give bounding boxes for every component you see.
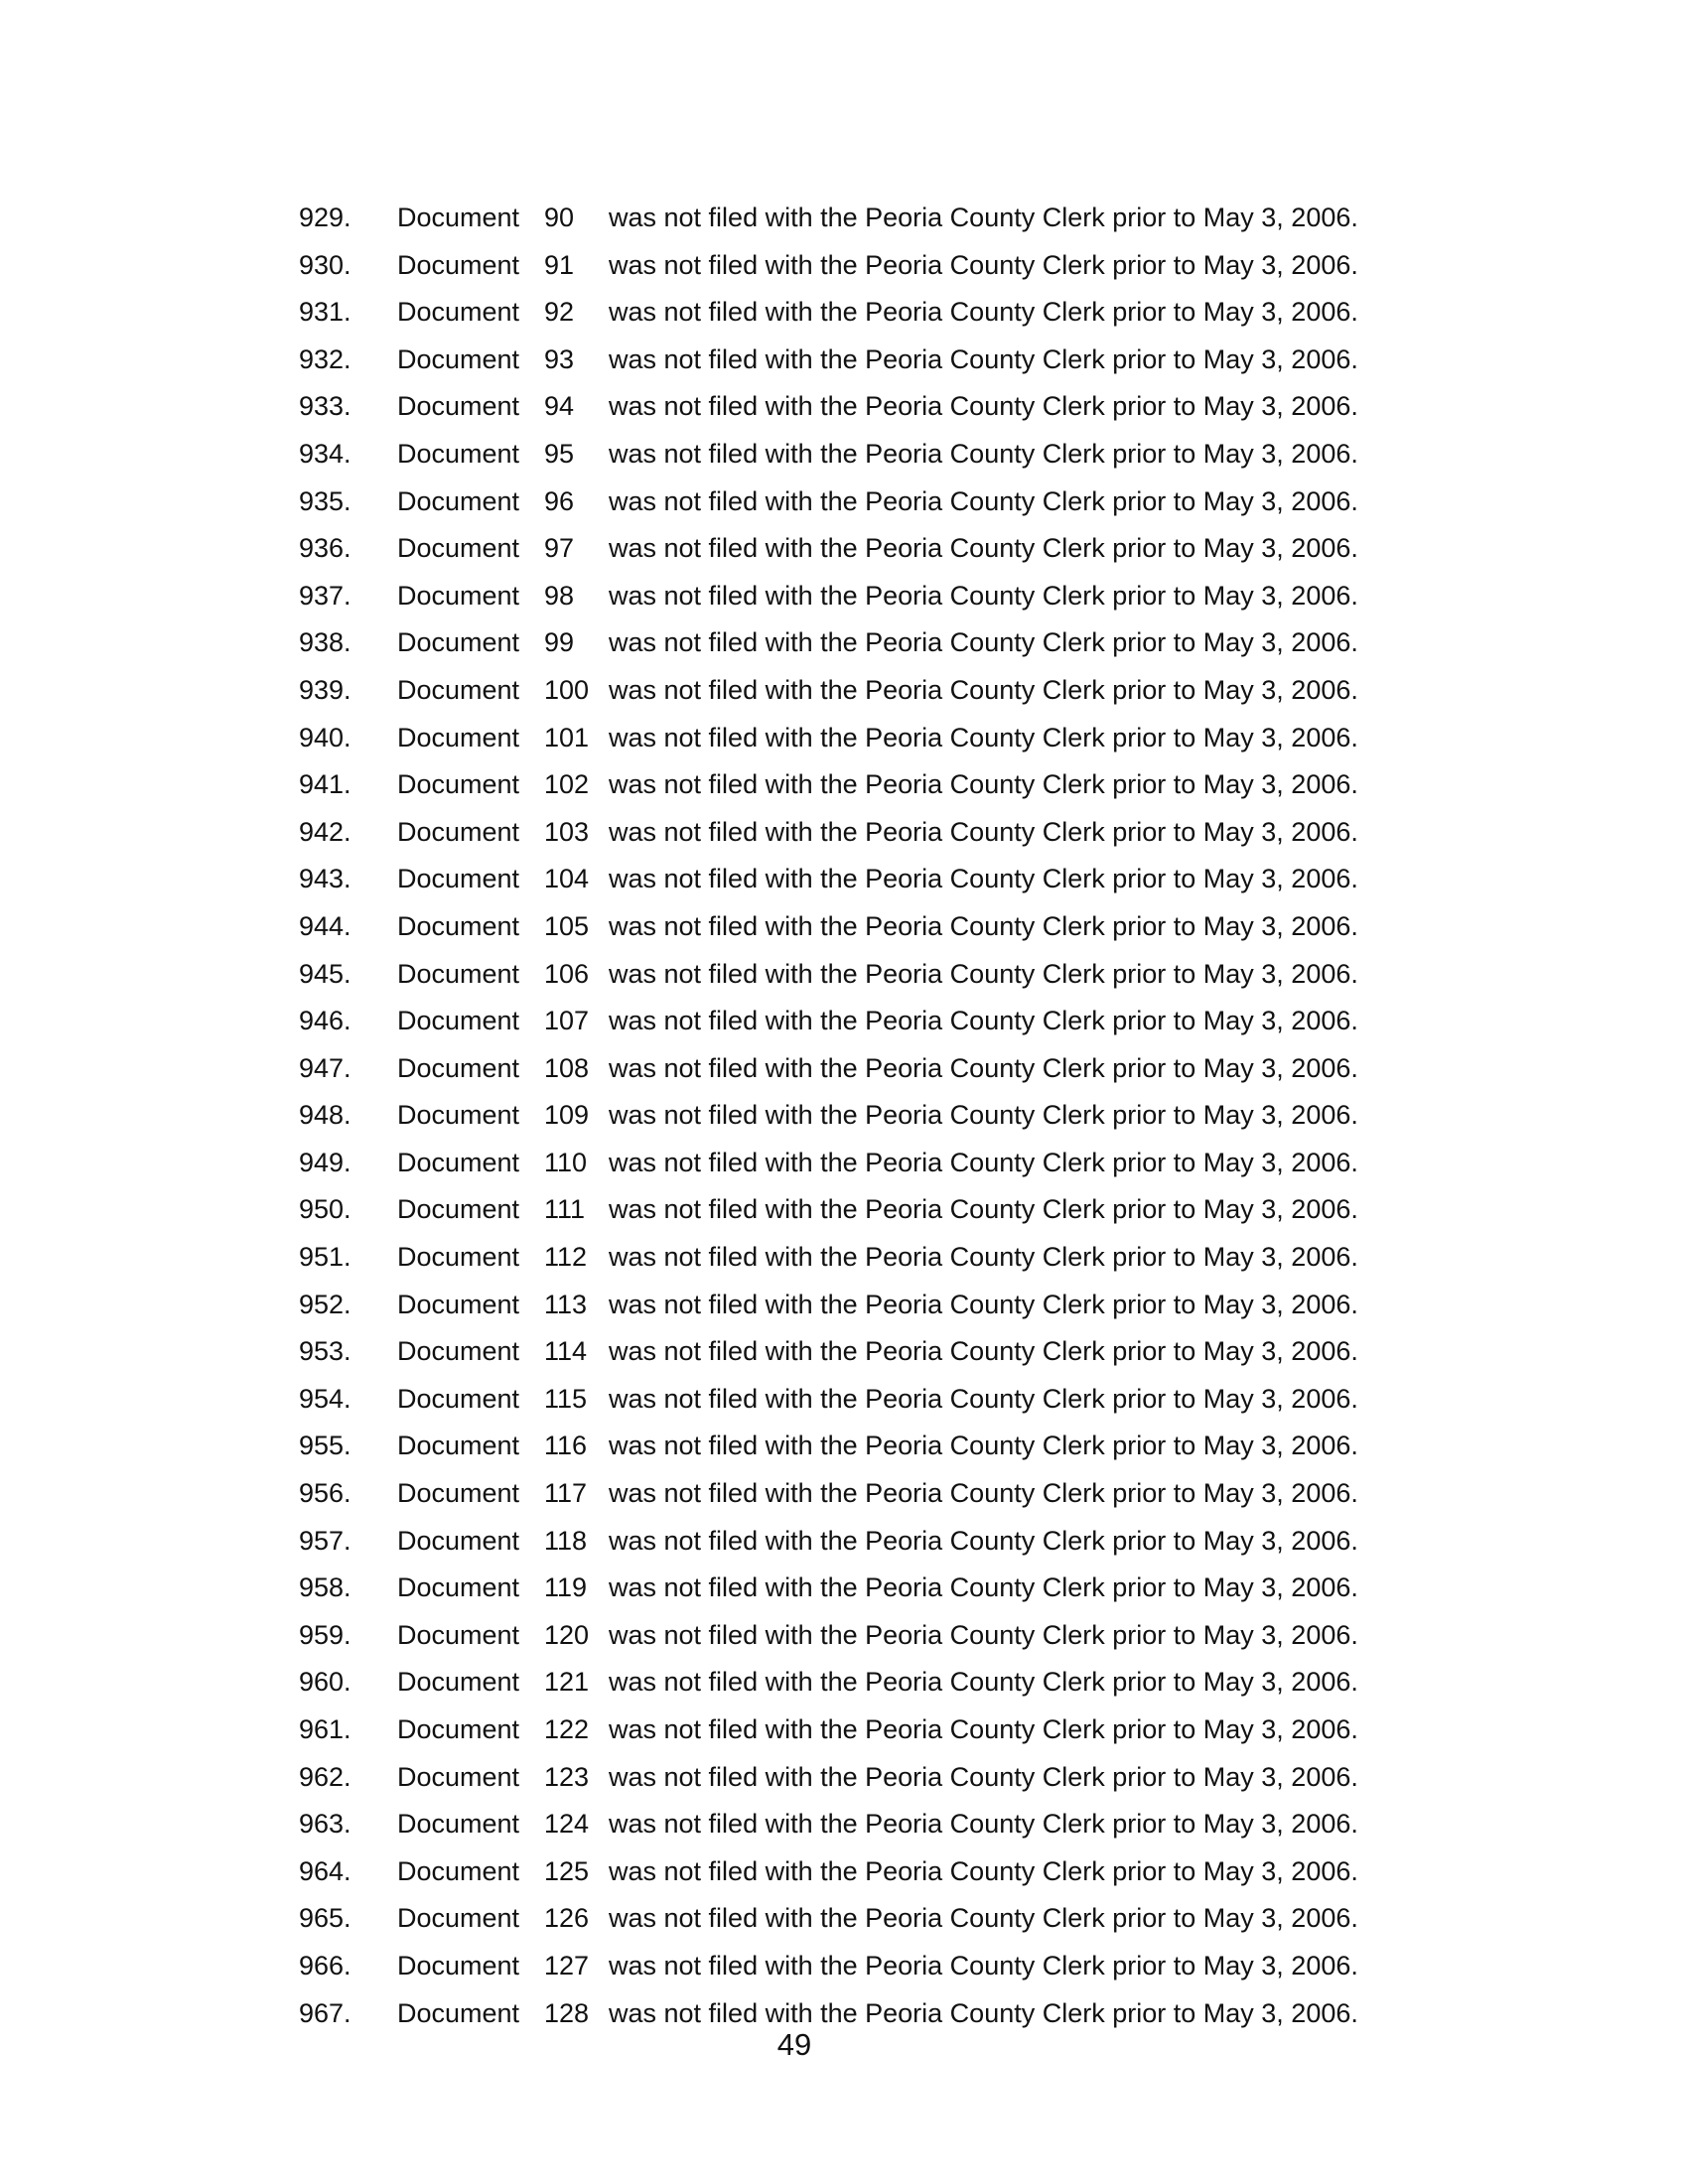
item-number: 930. bbox=[299, 249, 351, 280]
list-item bbox=[0, 1801, 1684, 1848]
item-label: Document bbox=[397, 1383, 520, 1414]
item-label: Document bbox=[397, 1619, 520, 1650]
item-number: 965. bbox=[299, 1903, 351, 1934]
list-item bbox=[0, 337, 1684, 384]
item-label: Document bbox=[397, 864, 520, 894]
item-number: 946. bbox=[299, 1006, 351, 1036]
list-item bbox=[0, 809, 1684, 857]
item-label: Document bbox=[397, 1903, 520, 1934]
document-number: 117 bbox=[544, 1478, 588, 1509]
item-statement: was not filed with the Peoria County Clerk prior to May 3, 2006. bbox=[609, 1336, 1358, 1367]
item-number: 947. bbox=[299, 1052, 351, 1083]
item-statement: was not filed with the Peoria County Clerk prior to May 3, 2006. bbox=[609, 1431, 1358, 1461]
document-number: 102 bbox=[544, 769, 590, 800]
list-item bbox=[0, 1895, 1684, 1943]
item-number: 943. bbox=[299, 864, 351, 894]
list-item bbox=[0, 1186, 1684, 1234]
numbered-list bbox=[0, 195, 1684, 2037]
item-label: Document bbox=[397, 1572, 520, 1603]
item-number: 955. bbox=[299, 1431, 351, 1461]
document-number: 127 bbox=[544, 1950, 590, 1980]
document-number: 116 bbox=[544, 1431, 588, 1461]
item-statement: was not filed with the Peoria County Clerk prior to May 3, 2006. bbox=[609, 910, 1358, 941]
document-number: 120 bbox=[544, 1619, 590, 1650]
item-statement: was not filed with the Peoria County Clerk prior to May 3, 2006. bbox=[609, 1950, 1358, 1980]
list-item bbox=[0, 1706, 1684, 1754]
item-number: 945. bbox=[299, 958, 351, 989]
item-label: Document bbox=[397, 1997, 520, 2028]
item-label: Document bbox=[397, 674, 520, 705]
item-number: 939. bbox=[299, 674, 351, 705]
document-number: 107 bbox=[544, 1006, 590, 1036]
item-number: 950. bbox=[299, 1194, 351, 1225]
item-number: 940. bbox=[299, 722, 351, 752]
item-statement: was not filed with the Peoria County Clerk prior to May 3, 2006. bbox=[609, 1147, 1358, 1177]
item-statement: was not filed with the Peoria County Clerk prior to May 3, 2006. bbox=[609, 343, 1358, 374]
item-number: 929. bbox=[299, 203, 351, 232]
item-statement: was not filed with the Peoria County Clerk prior to May 3, 2006. bbox=[609, 864, 1358, 894]
item-number: 942. bbox=[299, 816, 351, 847]
item-label: Document bbox=[397, 1431, 520, 1461]
item-statement: was not filed with the Peoria County Clerk prior to May 3, 2006. bbox=[609, 627, 1358, 658]
list-item bbox=[0, 1376, 1684, 1424]
document-number: 93 bbox=[544, 343, 575, 374]
document-number: 128 bbox=[544, 1997, 590, 2028]
item-number: 959. bbox=[299, 1619, 351, 1650]
list-item bbox=[0, 383, 1684, 431]
document-number: 115 bbox=[544, 1383, 588, 1414]
document-number: 108 bbox=[544, 1052, 590, 1083]
item-label: Document bbox=[397, 1950, 520, 1980]
list-item bbox=[0, 1045, 1684, 1093]
document-number: 121 bbox=[544, 1667, 590, 1698]
item-number: 932. bbox=[299, 343, 351, 374]
document-number: 106 bbox=[544, 958, 590, 989]
list-item bbox=[0, 1565, 1684, 1612]
item-label: Document bbox=[397, 1100, 520, 1131]
list-item bbox=[0, 1234, 1684, 1282]
item-label: Document bbox=[397, 1855, 520, 1886]
item-label: Document bbox=[397, 958, 520, 989]
item-statement: was not filed with the Peoria County Clerk prior to May 3, 2006. bbox=[609, 533, 1358, 564]
document-number: 119 bbox=[544, 1572, 588, 1603]
item-statement: was not filed with the Peoria County Clerk prior to May 3, 2006. bbox=[609, 1855, 1358, 1886]
item-label: Document bbox=[397, 722, 520, 752]
item-statement: was not filed with the Peoria County Clerk prior to May 3, 2006. bbox=[609, 674, 1358, 705]
item-label: Document bbox=[397, 816, 520, 847]
item-number: 966. bbox=[299, 1950, 351, 1980]
item-statement: was not filed with the Peoria County Clerk prior to May 3, 2006. bbox=[609, 1714, 1358, 1744]
item-label: Document bbox=[397, 580, 520, 611]
list-item bbox=[0, 1470, 1684, 1518]
list-item bbox=[0, 1092, 1684, 1140]
item-number: 935. bbox=[299, 485, 351, 516]
item-statement: was not filed with the Peoria County Clerk prior to May 3, 2006. bbox=[609, 1525, 1358, 1556]
item-number: 934. bbox=[299, 438, 351, 469]
document-number: 97 bbox=[544, 533, 575, 564]
item-statement: was not filed with the Peoria County Clerk prior to May 3, 2006. bbox=[609, 1761, 1358, 1792]
item-statement: was not filed with the Peoria County Clerk prior to May 3, 2006. bbox=[609, 722, 1358, 752]
item-statement: was not filed with the Peoria County Clerk prior to May 3, 2006. bbox=[609, 249, 1358, 280]
item-number: 958. bbox=[299, 1572, 351, 1603]
list-item bbox=[0, 289, 1684, 337]
item-label: Document bbox=[397, 533, 520, 564]
item-statement: was not filed with the Peoria County Clerk prior to May 3, 2006. bbox=[609, 958, 1358, 989]
item-number: 936. bbox=[299, 533, 351, 564]
document-number: 124 bbox=[544, 1809, 590, 1840]
document-number: 118 bbox=[544, 1525, 588, 1556]
document-number: 112 bbox=[544, 1242, 588, 1273]
list-item bbox=[0, 242, 1684, 290]
item-statement: was not filed with the Peoria County Clerk prior to May 3, 2006. bbox=[609, 1478, 1358, 1509]
item-label: Document bbox=[397, 1242, 520, 1273]
list-item bbox=[0, 1754, 1684, 1802]
item-statement: was not filed with the Peoria County Clerk prior to May 3, 2006. bbox=[609, 1809, 1358, 1840]
item-statement: was not filed with the Peoria County Clerk prior to May 3, 2006. bbox=[609, 1997, 1358, 2028]
item-number: 931. bbox=[299, 297, 351, 328]
item-number: 962. bbox=[299, 1761, 351, 1792]
item-number: 963. bbox=[299, 1809, 351, 1840]
list-item bbox=[0, 573, 1684, 620]
item-statement: was not filed with the Peoria County Clerk prior to May 3, 2006. bbox=[609, 1194, 1358, 1225]
item-statement: was not filed with the Peoria County Clerk prior to May 3, 2006. bbox=[609, 816, 1358, 847]
item-label: Document bbox=[397, 1147, 520, 1177]
item-number: 953. bbox=[299, 1336, 351, 1367]
document-number: 99 bbox=[544, 627, 575, 658]
page-number: 49 bbox=[776, 2027, 812, 2062]
document-number: 125 bbox=[544, 1855, 590, 1886]
item-number: 944. bbox=[299, 910, 351, 941]
document-number: 111 bbox=[544, 1194, 586, 1225]
document-number: 95 bbox=[544, 438, 575, 469]
item-label: Document bbox=[397, 1336, 520, 1367]
list-item bbox=[0, 1423, 1684, 1470]
list-item bbox=[0, 715, 1684, 762]
item-label: Document bbox=[397, 343, 520, 374]
item-statement: was not filed with the Peoria County Clerk prior to May 3, 2006. bbox=[609, 438, 1358, 469]
document-number: 91 bbox=[544, 249, 575, 280]
item-label: Document bbox=[397, 203, 520, 232]
item-label: Document bbox=[397, 249, 520, 280]
document-number: 110 bbox=[544, 1147, 588, 1177]
document-number: 114 bbox=[544, 1336, 588, 1367]
document-number: 90 bbox=[544, 203, 575, 232]
item-number: 957. bbox=[299, 1525, 351, 1556]
document-number: 96 bbox=[544, 485, 575, 516]
document-number: 123 bbox=[544, 1761, 590, 1792]
list-item bbox=[0, 1659, 1684, 1706]
list-item bbox=[0, 478, 1684, 526]
list-item bbox=[0, 998, 1684, 1045]
list-item bbox=[0, 1848, 1684, 1896]
list-item bbox=[0, 525, 1684, 573]
item-label: Document bbox=[397, 1714, 520, 1744]
item-statement: was not filed with the Peoria County Clerk prior to May 3, 2006. bbox=[609, 1383, 1358, 1414]
list-item bbox=[0, 1282, 1684, 1329]
item-label: Document bbox=[397, 297, 520, 328]
item-number: 961. bbox=[299, 1714, 351, 1744]
item-statement: was not filed with the Peoria County Clerk prior to May 3, 2006. bbox=[609, 1619, 1358, 1650]
list-item bbox=[0, 431, 1684, 478]
document-number: 98 bbox=[544, 580, 575, 611]
list-item bbox=[0, 1328, 1684, 1376]
item-number: 949. bbox=[299, 1147, 351, 1177]
item-label: Document bbox=[397, 1289, 520, 1319]
item-statement: was not filed with the Peoria County Clerk prior to May 3, 2006. bbox=[609, 391, 1358, 422]
item-number: 964. bbox=[299, 1855, 351, 1886]
item-number: 954. bbox=[299, 1383, 351, 1414]
document-number: 104 bbox=[544, 864, 590, 894]
item-number: 956. bbox=[299, 1478, 351, 1509]
document-number: 109 bbox=[544, 1100, 590, 1131]
item-number: 941. bbox=[299, 769, 351, 800]
document-number: 122 bbox=[544, 1714, 590, 1744]
item-number: 933. bbox=[299, 391, 351, 422]
item-statement: was not filed with the Peoria County Clerk prior to May 3, 2006. bbox=[609, 580, 1358, 611]
item-label: Document bbox=[397, 391, 520, 422]
item-label: Document bbox=[397, 485, 520, 516]
item-label: Document bbox=[397, 910, 520, 941]
item-statement: was not filed with the Peoria County Clerk prior to May 3, 2006. bbox=[609, 1289, 1358, 1319]
item-label: Document bbox=[397, 1761, 520, 1792]
document-number: 103 bbox=[544, 816, 590, 847]
item-statement: was not filed with the Peoria County Clerk prior to May 3, 2006. bbox=[609, 769, 1358, 800]
list-item bbox=[0, 1518, 1684, 1566]
item-statement: was not filed with the Peoria County Clerk prior to May 3, 2006. bbox=[609, 1667, 1358, 1698]
item-statement: was not filed with the Peoria County Clerk prior to May 3, 2006. bbox=[609, 1903, 1358, 1934]
item-statement: was not filed with the Peoria County Clerk prior to May 3, 2006. bbox=[609, 1006, 1358, 1036]
item-statement: was not filed with the Peoria County Clerk prior to May 3, 2006. bbox=[609, 297, 1358, 328]
item-label: Document bbox=[397, 769, 520, 800]
item-label: Document bbox=[397, 1194, 520, 1225]
document-number: 100 bbox=[544, 674, 590, 705]
item-label: Document bbox=[397, 438, 520, 469]
list-item bbox=[0, 951, 1684, 999]
item-statement: was not filed with the Peoria County Clerk prior to May 3, 2006. bbox=[609, 1052, 1358, 1083]
item-label: Document bbox=[397, 1052, 520, 1083]
document-number: 126 bbox=[544, 1903, 590, 1934]
item-label: Document bbox=[397, 627, 520, 658]
list-item bbox=[0, 1140, 1684, 1187]
item-statement: was not filed with the Peoria County Clerk prior to May 3, 2006. bbox=[609, 1572, 1358, 1603]
document-number: 113 bbox=[544, 1289, 588, 1319]
document-number: 101 bbox=[544, 722, 590, 752]
item-number: 952. bbox=[299, 1289, 351, 1319]
item-number: 951. bbox=[299, 1242, 351, 1273]
list-item bbox=[0, 761, 1684, 809]
item-label: Document bbox=[397, 1478, 520, 1509]
list-item bbox=[0, 667, 1684, 715]
item-statement: was not filed with the Peoria County Clerk prior to May 3, 2006. bbox=[609, 203, 1358, 232]
list-item bbox=[0, 619, 1684, 667]
list-item bbox=[0, 195, 1684, 242]
item-label: Document bbox=[397, 1667, 520, 1698]
item-number: 967. bbox=[299, 1997, 351, 2028]
item-statement: was not filed with the Peoria County Clerk prior to May 3, 2006. bbox=[609, 1242, 1358, 1273]
item-label: Document bbox=[397, 1006, 520, 1036]
item-number: 937. bbox=[299, 580, 351, 611]
item-number: 960. bbox=[299, 1667, 351, 1698]
item-label: Document bbox=[397, 1809, 520, 1840]
item-number: 938. bbox=[299, 627, 351, 658]
item-label: Document bbox=[397, 1525, 520, 1556]
item-number: 948. bbox=[299, 1100, 351, 1131]
list-item bbox=[0, 1612, 1684, 1660]
document-number: 92 bbox=[544, 297, 575, 328]
list-item bbox=[0, 1943, 1684, 1990]
item-statement: was not filed with the Peoria County Clerk prior to May 3, 2006. bbox=[609, 1100, 1358, 1131]
item-statement: was not filed with the Peoria County Clerk prior to May 3, 2006. bbox=[609, 485, 1358, 516]
list-item bbox=[0, 856, 1684, 903]
document-number: 105 bbox=[544, 910, 590, 941]
document-number: 94 bbox=[544, 391, 575, 422]
list-item bbox=[0, 903, 1684, 951]
